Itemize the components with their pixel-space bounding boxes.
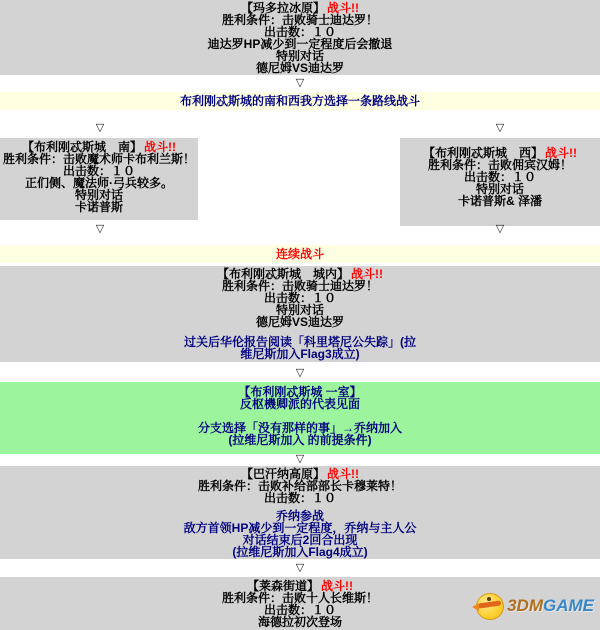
battle-note: 迪达罗HP减少到一定程度后会撤退 <box>207 37 393 51</box>
battle-box-west <box>400 138 600 226</box>
logo-text-3dm: 3DM <box>507 595 543 615</box>
location-title: 【布利刚忒斯城 城内】 <box>216 267 349 281</box>
battle-box-madora <box>0 0 600 75</box>
down-arrow-icon: ▽ <box>295 77 305 89</box>
sortie-count: 出击数：１０ <box>62 164 135 178</box>
event-note: 对话结束后2回合出现 <box>242 533 358 547</box>
sortie-count: 出击数：１０ <box>263 291 336 305</box>
location-title: 【布利刚忒斯城 南】 <box>21 140 142 154</box>
down-arrow-icon: ▽ <box>295 367 305 379</box>
special-dialog-label: 特别对话 <box>74 188 123 202</box>
victory-condition: 胜利条件：击败骑士迪达罗！ <box>221 279 378 293</box>
location-title: 【布利刚忒斯城 西】 <box>422 146 543 160</box>
flag-note: 过关后华伦报告阅读「科里塔尼公失踪」(拉 <box>184 335 416 349</box>
down-arrow-icon: ▽ <box>295 453 305 465</box>
sortie-count: 出击数：１０ <box>263 603 336 617</box>
victory-condition: 胜利条件：击败补给部部长卡穆莱特！ <box>197 479 402 493</box>
special-dialog-chars: 卡诺普斯 <box>74 200 123 214</box>
battle-box-castle <box>0 266 600 362</box>
victory-condition: 胜利条件：击败骑士迪达罗！ <box>221 13 378 27</box>
logo-text-game: GAME <box>543 595 594 615</box>
battle-label: 战斗!! <box>545 146 577 160</box>
flag-note: 维尼斯加入Flag3成立) <box>240 347 360 361</box>
event-note: 敌方首领HP减少到一定程度，乔纳与主人公 <box>183 521 417 535</box>
battle-label: 战斗!! <box>327 467 359 481</box>
special-dialog-label: 特别对话 <box>275 49 324 63</box>
route-choice-band: 布利刚忒斯城的南和西我方选择一条路线战斗 <box>0 92 600 110</box>
location-title: 【莱森街道】 <box>246 579 319 593</box>
special-dialog-chars: 德尼姆VS迪达罗 <box>255 315 344 329</box>
down-arrow-icon: ▽ <box>95 223 105 235</box>
down-arrow-icon: ▽ <box>295 562 305 574</box>
battle-label: 战斗!! <box>321 579 353 593</box>
sortie-count: 出击数：１０ <box>263 491 336 505</box>
special-dialog-label: 特别对话 <box>475 182 524 196</box>
battle-box-south <box>0 138 198 220</box>
flag-note: (拉维尼斯加入Flag4成立) <box>232 545 368 559</box>
battle-label: 战斗!! <box>351 267 383 281</box>
special-dialog-label: 特别对话 <box>275 303 324 317</box>
event-note: 乔纳参战 <box>275 509 324 523</box>
special-dialog-chars: 德尼姆VS迪达罗 <box>255 61 344 75</box>
victory-condition: 胜利条件：击败十人长维斯！ <box>221 591 378 605</box>
special-dialog-chars: 卡诺普斯& 泽潘 <box>457 194 542 208</box>
battle-label: 战斗!! <box>327 1 359 15</box>
victory-condition: 胜利条件：击败佣宾汉姆！ <box>427 158 572 172</box>
continuous-battle-band: 连续战斗 <box>0 245 600 263</box>
battle-label: 战斗!! <box>144 140 176 154</box>
sortie-count: 出击数：１０ <box>263 25 336 39</box>
down-arrow-icon: ▽ <box>95 122 105 134</box>
event-box-room <box>0 382 600 454</box>
down-arrow-icon: ▽ <box>495 122 505 134</box>
event-description: 反枢機卿派的代表见面 <box>239 397 360 411</box>
location-title: 【巴汗纳高原】 <box>240 467 325 481</box>
3dmgame-logo <box>473 591 594 620</box>
location-title: 【布利刚忒斯城 一室】 <box>238 385 362 399</box>
victory-condition: 胜利条件：击败魔术师卡布利兰斯！ <box>2 152 195 166</box>
down-arrow-icon: ▽ <box>495 223 505 235</box>
battle-note: 正们侧、魔法师·弓兵较多。 <box>25 176 173 190</box>
battle-box-bahanna <box>0 466 600 559</box>
precondition-note: (拉维尼斯加入 的前提条件) <box>228 433 372 447</box>
battle-note: 海德拉初次登场 <box>257 615 342 629</box>
location-title: 【玛多拉冰原】 <box>240 1 325 15</box>
3dm-chick-mascot-icon <box>473 591 505 620</box>
branch-choice-note: 分支选择「没有那样的事」→乔纳加入 <box>197 421 402 435</box>
sortie-count: 出击数：１０ <box>463 170 536 184</box>
